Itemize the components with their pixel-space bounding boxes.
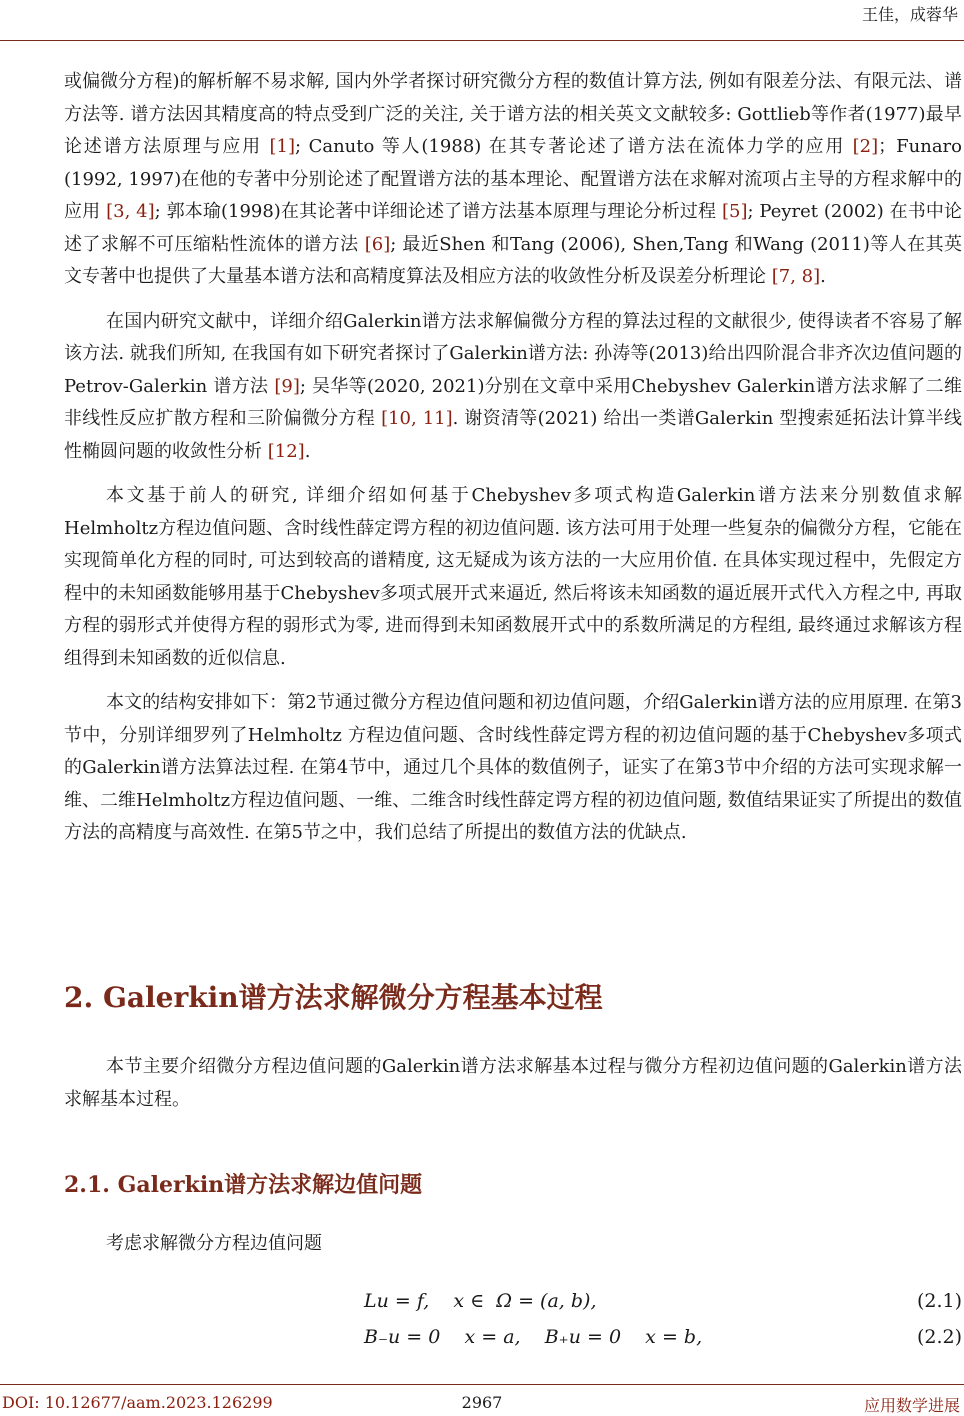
intro-block-1 (64, 66, 962, 850)
citation-link[interactable]: [1] (269, 136, 295, 157)
journal-name: 应用数学进展 (863, 1396, 960, 1415)
intro-paragraph-3: 本文基于前人的研究, 详细介绍如何基于Chebyshev多项式构造Galerkin谱方法来分别数值求解Helmholtz方程边值问题、含时线性薛定谔方程的初边值问题. 该方法可用于处理一些复杂的偏微分方程，它能在实现简单化方程的同时, 可达到较高的谱精度, 这无疑成为该方法的一大应用价值. 在具体实现过程中，先假定方程中的未知函数能够用基于Chebyshev多项式展开式来逼近, 然后将该未知函数的逼近展开式代入方程之中, 再取方程的弱形式并使得方程的弱形式为零, 进而得到未知函数展开式中的系数所满足的方程组, 最终通过求解该方程组得到未知函数的近似信息. (64, 485, 962, 669)
page-header (0, 0, 964, 41)
page-footer (0, 1384, 964, 1415)
intro-paragraph-2: 在国内研究文献中，详细介绍Galerkin谱方法求解偏微分方程的算法过程的文献很少, 使得读者不容易了解该方法. 就我们所知, 在我国有如下研究者探讨了Galerkin谱方法: 孙涛等(2013)给出四阶混合非齐次边值问题的Petrov-Galerkin 谱方法 [9]; 吴华等(2020, 2021)分别在文章中采用Chebyshev Galerkin谱方法求解了二维非线性反应扩散方程和三阶偏微分方程 [10, 11]. 谢资清等(2021) 给出一类谱Galerkin 型搜索延拓法计算半线性椭圆问题的收敛性分析 [12]. (64, 310, 962, 462)
citation-link[interactable]: [3, 4] (106, 201, 155, 222)
section-2-1-heading: 2.1. Galerkin谱方法求解边值问题 (64, 1172, 423, 1198)
citation-link[interactable]: [7, 8] (771, 266, 821, 287)
equation-formula: B₋u = 0 x = a, B₊u = 0 x = b, (364, 1326, 703, 1348)
equation-formula: Lu = f, x ∈ Ω = (a, b), (364, 1290, 597, 1312)
citation-link[interactable]: [10, 11] (381, 408, 453, 429)
citation-link[interactable]: [6] (364, 233, 391, 255)
citation-link[interactable]: [12] (267, 440, 305, 462)
header-authors: 王佳，成蓉华 (861, 5, 958, 24)
section-2-1-lead: 考虑求解微分方程边值问题 (106, 1233, 322, 1254)
equation-block (364, 1290, 962, 1362)
page-number: 2967 (461, 1393, 503, 1412)
section-2-intro (64, 1051, 962, 1116)
citation-link[interactable]: [5] (722, 201, 748, 222)
equation-2-1 (364, 1290, 962, 1326)
section-2-paragraph: 本节主要介绍微分方程边值问题的Galerkin谱方法求解基本过程与微分方程初边值问题的Galerkin谱方法求解基本过程。 (64, 1056, 962, 1110)
equation-number: (2.2) (916, 1326, 962, 1348)
intro-paragraph-1: 或偏微分方程)的解析解不易求解, 国内外学者探讨研究微分方程的数值计算方法, 例如有限差分法、有限元法、谱方法等. 谱方法因其精度高的特点受到广泛的关注, 关于谱方法的相关英文文献较多: Gottlieb等作者(1977)最早论述谱方法原理与应用 [1]; Canuto 等人(1988) 在其专著论述了谱方法在流体力学的应用 [2]；Funaro (1992, 1997)在他的专著中分别论述了配置谱方法的基本理论、配置谱方法在求解对流项占主导的方程求解中的应用 [3, 4]; 郭本瑜(1998)在其论著中详细论述了谱方法基本原理与理论分析过程 [5]; Peyret (2002) 在书中论述了求解不可压缩粘性流体的谱方法 [6]; 最近Shen 和Tang (2006), Shen,Tang 和Wang (2011)等人在其英文专著中也提供了大量基本谱方法和高精度算法及相应方法的收敛性分析及误差分析理论 [7, 8]. (64, 71, 962, 287)
equation-number: (2.1) (916, 1290, 962, 1312)
citation-link[interactable]: [2] (852, 136, 879, 157)
doi-link[interactable]: DOI: 10.12677/aam.2023.126299 (2, 1393, 273, 1412)
intro-paragraph-4: 本文的结构安排如下：第2节通过微分方程边值问题和初边值问题，介绍Galerkin谱方法的应用原理. 在第3 节中，分别详细罗列了Helmholtz 方程边值问题、含时线性薛定谔方程的初边值问题的基于Chebyshev多项式的Galerkin谱方法算法过程. 在第4节中，通过几个具体的数值例子，证实了在第3节中介绍的方法可实现求解一维、二维Helmholtz方程边值问题、一维、二维含时线性薛定谔方程的初边值问题, 数值结果证实了所提出的数值方法的高精度与高效性. 在第5节之中，我们总结了所提出的数值方法的优缺点. (64, 692, 962, 843)
section-2-heading: 2. Galerkin谱方法求解微分方程基本过程 (64, 981, 603, 1014)
citation-link[interactable]: [9] (274, 375, 300, 397)
section-2-1-lead-block (64, 1228, 962, 1261)
equation-2-2 (364, 1326, 962, 1362)
